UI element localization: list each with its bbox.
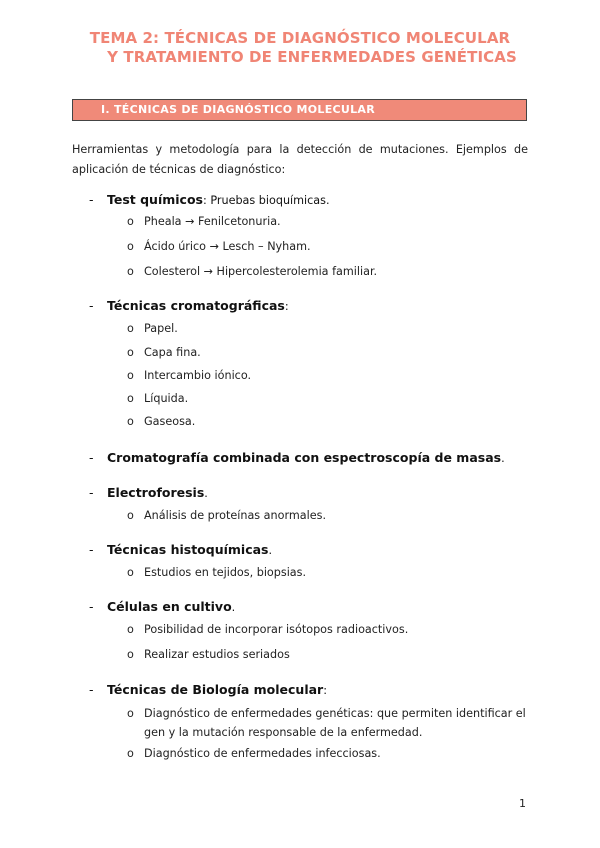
list-item-tecnicas-cromatograficas [89,298,289,313]
item-rest: : Pruebas bioquímicas. [203,194,330,207]
sub-item [127,415,195,428]
dash-marker: - [89,682,94,697]
sub-item-text: Papel. [144,322,178,335]
bullet-marker: o [127,623,134,636]
sub-item-text: Gaseosa. [144,415,196,428]
item-label: Técnicas de Biología molecular [107,682,324,697]
section-heading: I. TÉCNICAS DE DIAGNÓSTICO MOLECULAR [72,99,527,121]
sub-item-text: Intercambio iónico. [144,369,252,382]
bullet-marker: o [127,369,134,382]
page-title-line-2: Y TRATAMIENTO DE ENFERMEDADES GENÉTICAS [107,48,517,66]
sub-item [127,392,188,405]
item-rest: : [284,300,289,313]
bullet-marker: o [127,747,134,760]
sub-item-text: Estudios en tejidos, biopsias. [144,566,307,579]
sub-item [127,704,527,742]
sub-item [127,566,306,579]
item-label: Técnicas histoquímicas [107,542,269,557]
sub-item [127,346,201,359]
bullet-marker: o [127,707,134,720]
dash-marker: - [89,485,94,500]
dash-marker: - [89,298,94,313]
bullet-marker: o [127,566,134,579]
list-item-electroforesis [89,485,208,500]
sub-item [127,322,178,335]
bullet-marker: o [127,322,134,335]
item-label: Electroforesis [107,485,205,500]
dash-marker: - [89,192,94,207]
page-title-line-1: TEMA 2: TÉCNICAS DE DIAGNÓSTICO MOLECULAR [89,29,511,47]
sub-item [127,509,326,522]
bullet-marker: o [127,392,134,405]
sub-item-text: Capa fina. [144,346,201,359]
sub-item-text: Ácido úrico → Lesch – Nyham. [144,240,311,253]
bullet-marker: o [127,509,134,522]
list-item-celulas-en-cultivo [89,599,235,614]
bullet-marker: o [127,265,134,278]
sub-item [127,747,381,760]
bullet-marker: o [127,346,134,359]
item-rest: . [231,601,236,614]
sub-item [127,369,251,382]
list-item-cromatografia-combinada [89,450,505,465]
dash-marker: - [89,542,94,557]
item-rest: . [501,452,505,465]
intro-paragraph: Herramientas y metodología para la detección de mutaciones. Ejemplos de aplicación de técnicas de diagnóstico: [72,143,528,176]
sub-item [127,648,290,661]
sub-item-text: Colesterol → Hipercolesterolemia familiar. [144,265,378,278]
bullet-marker: o [127,240,134,253]
item-label: Células en cultivo [107,599,232,614]
item-rest: . [204,487,208,500]
item-rest: . [268,544,273,557]
sub-item-text: Diagnóstico de enfermedades genéticas: que permiten identificar el gen y la mutación responsable de la enfermedad. [144,707,526,739]
sub-item-text: Análisis de proteínas anormales. [144,509,327,522]
sub-item-text: Líquida. [144,392,189,405]
list-item-tecnicas-histoquimicas [89,542,272,557]
item-label: Técnicas cromatográficas [107,298,285,313]
item-rest: : [323,684,327,697]
sub-item-text: Diagnóstico de enfermedades infecciosas. [144,747,381,760]
sub-item [127,215,281,228]
dash-marker: - [89,450,94,465]
list-item-test-quimicos [89,192,330,207]
dash-marker: - [89,599,94,614]
list-item-tecnicas-biologia-molecular [89,682,327,697]
sub-item [127,623,408,636]
item-label: Cromatografía combinada con espectroscopía de masas [107,450,502,465]
sub-item-text: Pheala → Fenilcetonuria. [144,215,281,228]
bullet-marker: o [127,415,134,428]
sub-item [127,265,377,278]
sub-item [127,240,311,253]
item-label: Test químicos [107,192,203,207]
sub-item-text: Posibilidad de incorporar isótopos radioactivos. [144,623,409,636]
bullet-marker: o [127,215,134,228]
sub-item-text: Realizar estudios seriados [144,648,290,661]
page-number: 1 [519,797,526,810]
bullet-marker: o [127,648,134,661]
